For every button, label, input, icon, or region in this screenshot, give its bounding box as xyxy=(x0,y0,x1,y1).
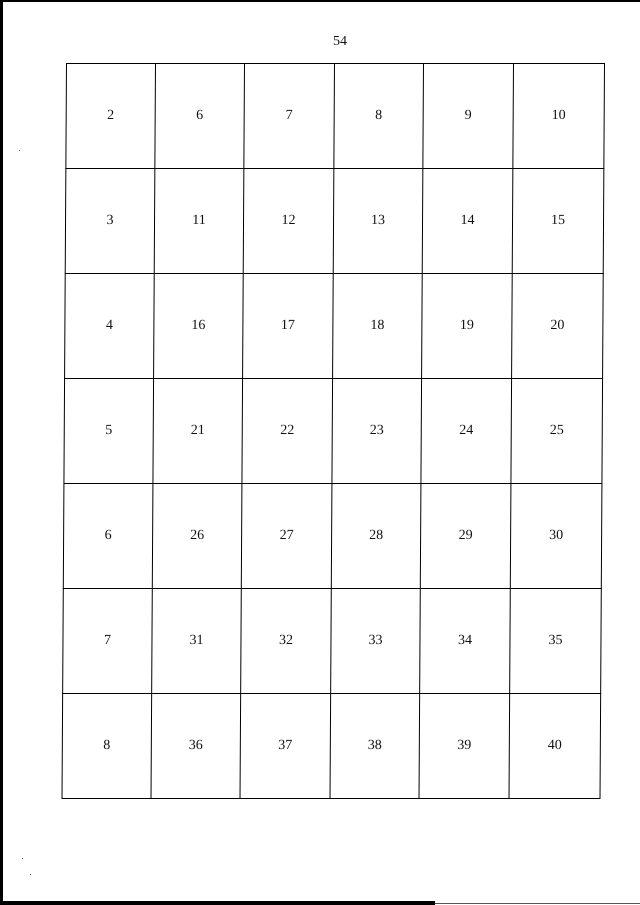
scan-edge-top xyxy=(0,0,640,2)
grid-cell: 16 xyxy=(154,274,244,379)
grid-cell: 14 xyxy=(422,169,513,274)
grid-row xyxy=(62,694,601,799)
grid-cell: 12 xyxy=(243,169,334,274)
grid-cell: 27 xyxy=(241,484,332,589)
grid-cell: 6 xyxy=(155,64,245,169)
grid-cell: 9 xyxy=(423,64,514,169)
grid-cell: 17 xyxy=(243,274,334,379)
grid-cell: 33 xyxy=(331,589,421,694)
grid-cell: 8 xyxy=(62,694,152,799)
grid-cell: 3 xyxy=(65,169,155,274)
grid-row xyxy=(64,379,603,484)
grid-row xyxy=(65,169,604,274)
grid-cell: 15 xyxy=(512,169,604,274)
grid-cell: 10 xyxy=(513,64,605,169)
grid-cell: 4 xyxy=(65,274,155,379)
grid-cell: 19 xyxy=(422,274,513,379)
grid-cell: 29 xyxy=(420,484,511,589)
grid-cell: 21 xyxy=(153,379,243,484)
grid-cell: 20 xyxy=(512,274,604,379)
grid-cell: 37 xyxy=(240,694,331,799)
grid-cell: 23 xyxy=(332,379,422,484)
grid-cell: 36 xyxy=(151,694,241,799)
grid-cell: 25 xyxy=(511,379,603,484)
scan-speck xyxy=(22,858,23,859)
grid-row xyxy=(66,64,605,169)
grid-cell: 7 xyxy=(63,589,153,694)
grid-cell: 35 xyxy=(510,589,602,694)
grid-cell: 13 xyxy=(333,169,423,274)
scan-edge-bottom xyxy=(0,901,435,905)
grid-cell: 2 xyxy=(66,64,156,169)
grid-cell: 28 xyxy=(331,484,421,589)
grid-cell: 22 xyxy=(242,379,333,484)
grid-row xyxy=(63,484,602,589)
grid-cell: 8 xyxy=(334,64,424,169)
grid-cell: 6 xyxy=(63,484,153,589)
grid-cell: 34 xyxy=(420,589,511,694)
grid-cell: 38 xyxy=(330,694,420,799)
grid-row xyxy=(65,274,604,379)
grid-cell: 30 xyxy=(510,484,602,589)
grid-cell: 26 xyxy=(152,484,242,589)
grid-row xyxy=(63,589,602,694)
grid-cell: 32 xyxy=(241,589,332,694)
scan-speck xyxy=(30,874,31,875)
scan-speck xyxy=(19,150,20,151)
scan-edge-left xyxy=(0,0,3,905)
grid-cell: 31 xyxy=(152,589,242,694)
grid-cell: 7 xyxy=(244,64,335,169)
scan-edge-bottom-thin xyxy=(435,903,640,904)
grid-cell: 39 xyxy=(419,694,510,799)
grid-cell: 40 xyxy=(509,694,601,799)
page-number: 54 xyxy=(333,34,347,49)
grid-cell: 5 xyxy=(64,379,154,484)
number-grid xyxy=(62,63,605,799)
grid-cell: 11 xyxy=(154,169,244,274)
grid-cell: 24 xyxy=(421,379,512,484)
grid-cell: 18 xyxy=(333,274,423,379)
